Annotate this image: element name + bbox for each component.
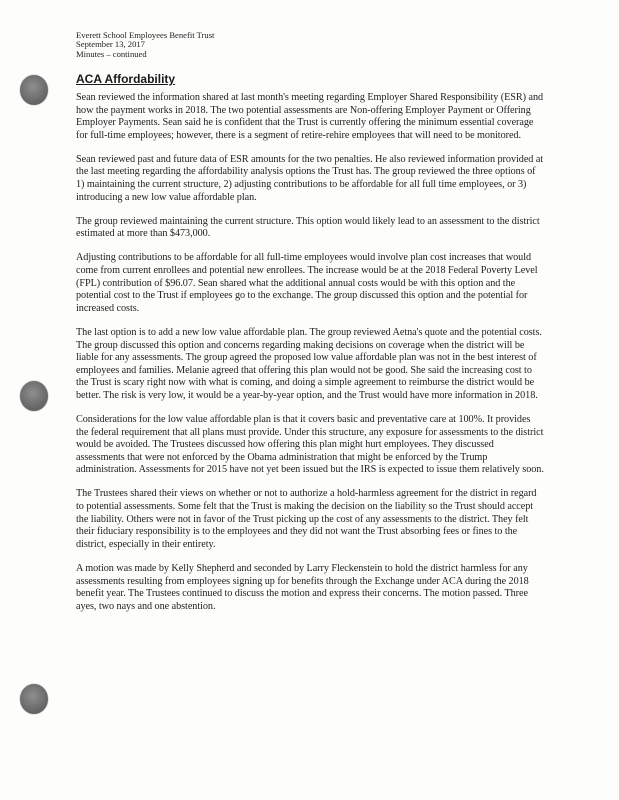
- section-title: ACA Affordability: [76, 72, 176, 86]
- paragraph-current-structure: The group reviewed maintaining the current structure. This option would likely lead to an assessment to the district estimated at more than $473,000.: [76, 215, 540, 240]
- document-body: [76, 72, 544, 625]
- paragraph-esr-review: Sean reviewed the information shared at last month's meeting regarding Employer Shared Responsibility (ESR) and how the payment works in 2018. The two potential assessments are Non-offering Employer Payment or Offering Employer Payments. Sean said he is confident that the Trust is currently offering the minimum essential coverage for full-time employees; however, there is a segment of retire-rehire employees that will need to be monitored.: [76, 92, 544, 141]
- paragraph-low-value-plan: The last option is to add a new low value affordable plan. The group reviewed Aetna's quote and the potential costs. The group discussed this option and concerns regarding making decisions on coverage when the district will be liable for any assessments. The group agreed the proposed low value affordable plan was not in the best interest of employees and families. Melanie agreed that offering this plan would not be good. She said the increasing cost to the Trust is scary right now with what is coming, and doing a simple agreement to reimburse the district would be better. The risk is very low, it would be a year-by-year option, and the Trust would have more information in 2018.: [76, 326, 542, 401]
- paragraph-trustee-views: The Trustees shared their views on whether or not to authorize a hold-harmless agreement for the district in regard to potential assessments. Some felt that the Trust is making the decision on the liability so the Trust should accept the liability. Others were not in favor of the Trust picking up the cost of any assessments to the district. They felt their fiduciary responsibility is to the employees and they did not want the Trust absorbing fees or fines to the district, especially in their entirety.: [76, 488, 537, 550]
- header-organization: Everett School Employees Benefit Trust: [76, 30, 215, 40]
- punch-hole-top: [20, 75, 48, 105]
- paragraph-motion: A motion was made by Kelly Shepherd and seconded by Larry Fleckenstein to hold the district harmless for any assessments resulting from employees signing up for benefits through the Exchange under ACA during the 2018 benefit year. The Trustees continued to discuss the motion and express their concerns. The motion passed. Three ayes, two nays and one abstention.: [76, 562, 529, 612]
- paragraph-considerations: Considerations for the low value affordable plan is that it covers basic and preventative care at 100%. It provides the federal requirement that all plans must provide. Under this structure, any exposure for assessments to the district would be avoided. The Trustees discussed how offering this plan might hurt employees. They discussed assessments that were not enforced by the Obama administration that might be enforced by the Trump administration. Assessments for 2015 have not yet been issued but the IRS is expected to issue them relatively soon.: [76, 413, 544, 476]
- paragraph-options: Sean reviewed past and future data of ESR amounts for the two penalties. He also reviewed information provided at the last meeting regarding the affordability analysis options the Trust has. The group reviewed the three options of 1) maintaining the current structure, 2) adjusting contributions to be affordable for all full time employees, or 3) introducing a new low value affordable plan.: [76, 153, 544, 203]
- header-date: September 13, 2017: [76, 39, 145, 50]
- header-subtitle: Minutes – continued: [76, 48, 147, 59]
- paragraph-adjusting-contributions: Adjusting contributions to be affordable for all full-time employees would involve plan cost increases that would come from current enrollees and potential new enrollees. The increase would be at the 2018 Federal Poverty Level (FPL) contribution of $96.07. Sean shared what the additional annual costs would be with this option and the potential cost to the Trust if employees go to the exchange. The group discussed this option and the potential for increased costs.: [76, 252, 538, 314]
- punch-hole-middle: [20, 381, 48, 411]
- document-header: [76, 31, 214, 59]
- punch-hole-bottom: [20, 684, 48, 714]
